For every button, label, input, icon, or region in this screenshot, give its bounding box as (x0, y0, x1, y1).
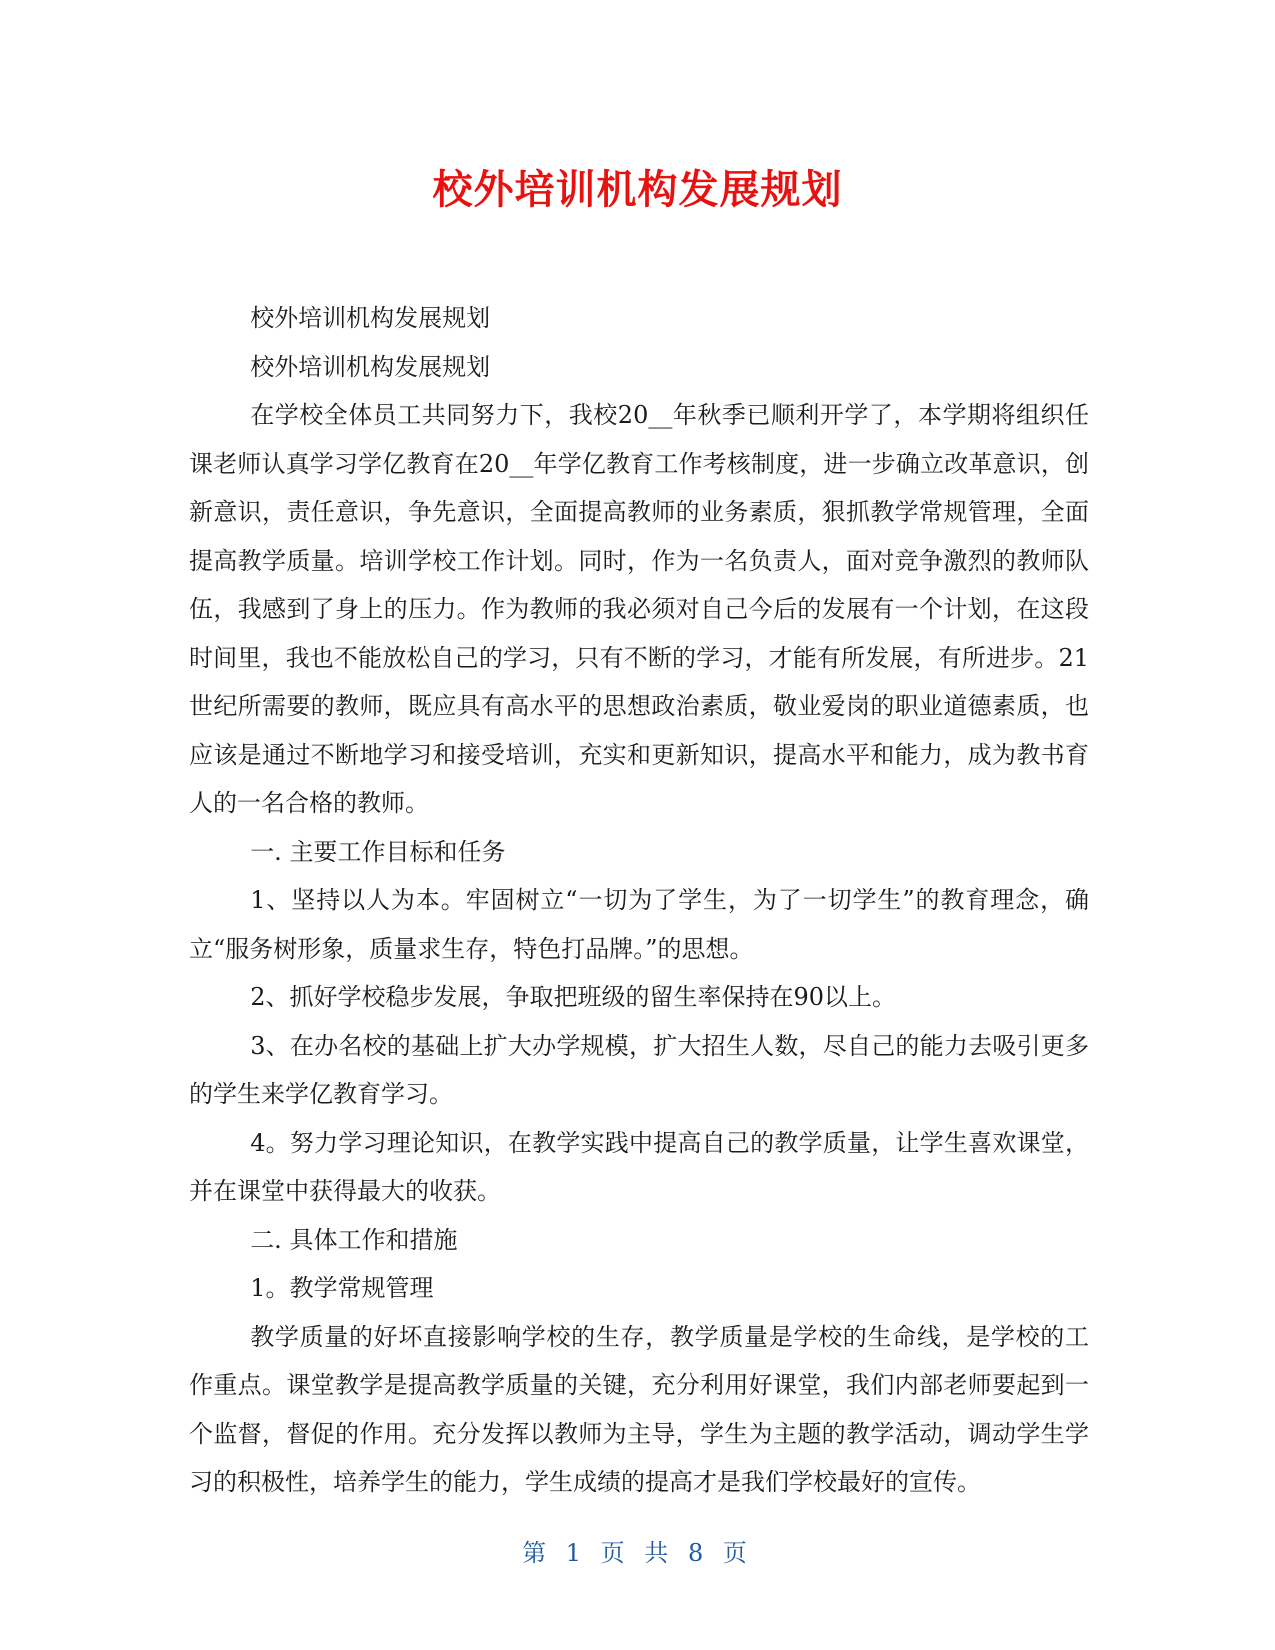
body-paragraph: 教学质量的好坏直接影响学校的生存，教学质量是学校的生命线，是学校的工作重点。课堂教学是提高教学质量的关键，充分利用好课堂，我们内部老师要起到一个监督，督促的作用。充分发挥以教师为主导，学生为主题的教学活动，调动学生学习的积极性，培养学生的能力，学生成绩的提高才是我们学校最好的宣传。 (189, 1322, 1089, 1496)
page-number-footer: 第 1 页 共 8 页 (522, 1539, 753, 1567)
section-heading: 一. 主要工作目标和任务 (250, 837, 506, 866)
subtitle-line: 校外培训机构发展规划 (250, 352, 491, 381)
section-heading: 二. 具体工作和措施 (250, 1225, 458, 1254)
list-item: 1、坚持以人为本。牢固树立“一切为了学生，为了一切学生”的教育理念，确立“服务树形象，质量求生存，特色打品牌。”的思想。 (189, 886, 1089, 963)
subtitle-line: 校外培训机构发展规划 (250, 304, 491, 332)
subsection-heading: 1。教学常规管理 (250, 1274, 434, 1302)
document-title: 校外培训机构发展规划 (432, 167, 843, 213)
intro-paragraph: 在学校全体员工共同努力下，我校20__年秋季已顺利开学了，本学期将组织任课老师认真学习学亿教育在20__年学亿教育工作考核制度，进一步确立改革意识，创新意识，责任意识，争先意识，全面提高教师的业务素质，狠抓教学常规管理，全面提高教学质量。培训学校工作计划。同时，作为一名负责人，面对竞争激烈的教师队伍，我感到了身上的压力。作为教师的我必须对自己今后的发展有一个计划，在这段时间里，我也不能放松自己的学习，只有不断的学习，才能有所发展，有所进步。21世纪所需要的教师，既应具有高水平的思想政治素质，敬业爱岗的职业道德素质，也应该是通过不断地学习和接受培训，充实和更新知识，提高水平和能力，成为教书育人的一名合格的教师。 (189, 401, 1089, 817)
document-body (189, 294, 1089, 1507)
list-item: 2、抓好学校稳步发展，争取把班级的留生率保持在90以上。 (250, 983, 896, 1011)
list-item: 3、在办名校的基础上扩大办学规模，扩大招生人数，尽自己的能力去吸引更多的学生来学亿教育学习。 (189, 1031, 1089, 1108)
list-item: 4。努力学习理论知识，在教学实践中提高自己的教学质量，让学生喜欢课堂，并在课堂中获得最大的收获。 (189, 1128, 1089, 1205)
